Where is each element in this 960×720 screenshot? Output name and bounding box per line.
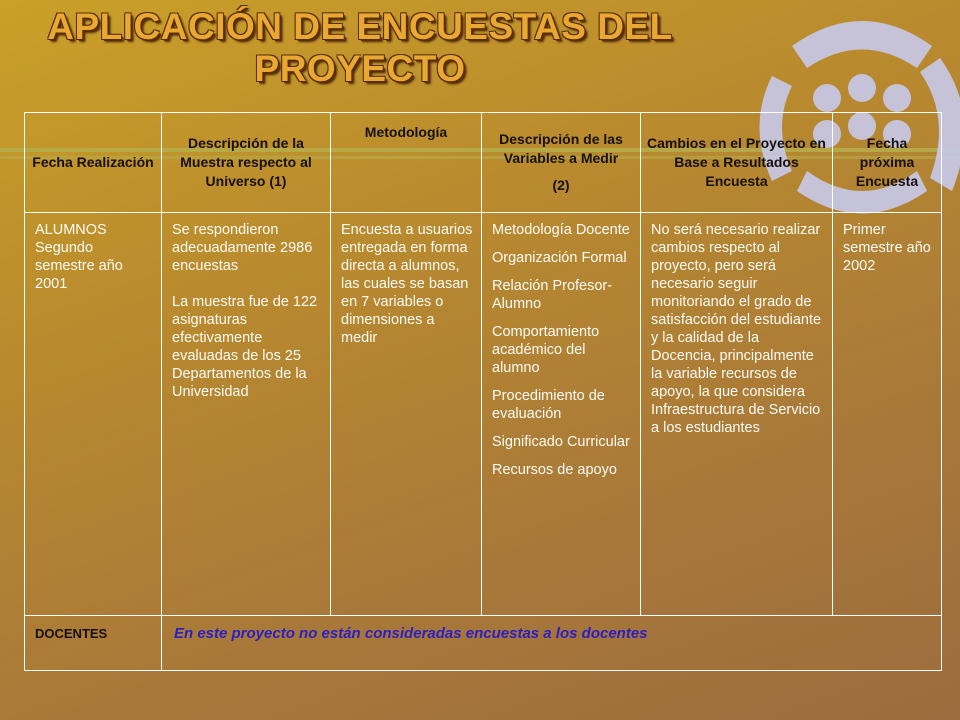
header-text: Fecha Realización xyxy=(32,154,154,170)
variable-item: Relación Profesor-Alumno xyxy=(492,278,613,312)
header-text: Fecha próxima Encuesta xyxy=(855,135,919,189)
cell-docentes-note xyxy=(161,615,942,671)
cell-fecha-realizacion xyxy=(24,212,162,616)
logo-dot xyxy=(813,84,841,112)
cell-paragraph: Se respondieron adecuadamente 2986 encuestas xyxy=(172,222,313,274)
cell-docentes-label xyxy=(24,615,162,671)
cell-paragraph: No será necesario realizar cambios respecto al proyecto, pero será necesario seguir monitoriando el grado de satisfacción del estudiante y la calidad de la Docencia, principalmente la variable recursos de apoyo, la que considera Infraestructura de Servicio a los estudiantes xyxy=(651,222,822,436)
header-metodologia xyxy=(330,112,482,213)
cell-paragraph: Encuesta a usuarios entregada en forma directa a alumnos, las cuales se basan en 7 variables o dimensiones a medir xyxy=(341,222,473,346)
variable-item: Comportamiento académico del alumno xyxy=(492,324,600,376)
logo-dot xyxy=(848,74,876,102)
cell-paragraph: Primer semestre año 2002 xyxy=(843,222,931,274)
cell-paragraph: ALUMNOS xyxy=(35,222,107,238)
cell-fecha-proxima xyxy=(832,212,942,616)
header-descripcion-variables xyxy=(481,112,641,213)
page-title xyxy=(0,6,720,90)
logo-dot xyxy=(883,84,911,112)
header-fecha-proxima xyxy=(832,112,942,213)
variable-item: Organización Formal xyxy=(492,250,627,266)
cell-metodologia xyxy=(330,212,482,616)
cell-descripcion-muestra xyxy=(161,212,331,616)
variable-item: Metodología Docente xyxy=(492,222,630,238)
survey-table xyxy=(24,112,942,671)
cell-paragraph: La muestra fue de 122 asignaturas efectivamente evaluadas de los 25 Departamentos de la Universidad xyxy=(172,294,318,400)
header-descripcion-muestra xyxy=(161,112,331,213)
cell-paragraph: Segundo semestre año 2001 xyxy=(35,240,123,292)
header-cambios-proyecto xyxy=(640,112,833,213)
variable-item: Procedimiento de evaluación xyxy=(492,388,605,422)
cell-variables xyxy=(481,212,641,616)
cell-cambios-proyecto xyxy=(640,212,833,616)
logo-arc xyxy=(792,21,932,68)
header-text: Cambios en el Proyecto en Base a Resultados Encuesta xyxy=(647,135,826,189)
header-text: Descripción de la Muestra respecto al Universo (1) xyxy=(180,135,312,189)
header-text: Metodología xyxy=(364,124,448,140)
header-text: (2) xyxy=(552,177,570,193)
title-line-1: APLICACIÓN DE ENCUESTAS DEL xyxy=(47,6,673,47)
title-line-2: PROYECTO xyxy=(254,48,466,89)
header-fecha-realizacion xyxy=(24,112,162,213)
header-text: Descripción de las Variables a Medir xyxy=(499,131,623,166)
docentes-label: DOCENTES xyxy=(35,626,108,641)
docentes-note: En este proyecto no están consideradas encuestas a los docentes xyxy=(174,625,648,642)
variable-item: Recursos de apoyo xyxy=(492,462,617,478)
variable-item: Significado Curricular xyxy=(492,434,630,450)
